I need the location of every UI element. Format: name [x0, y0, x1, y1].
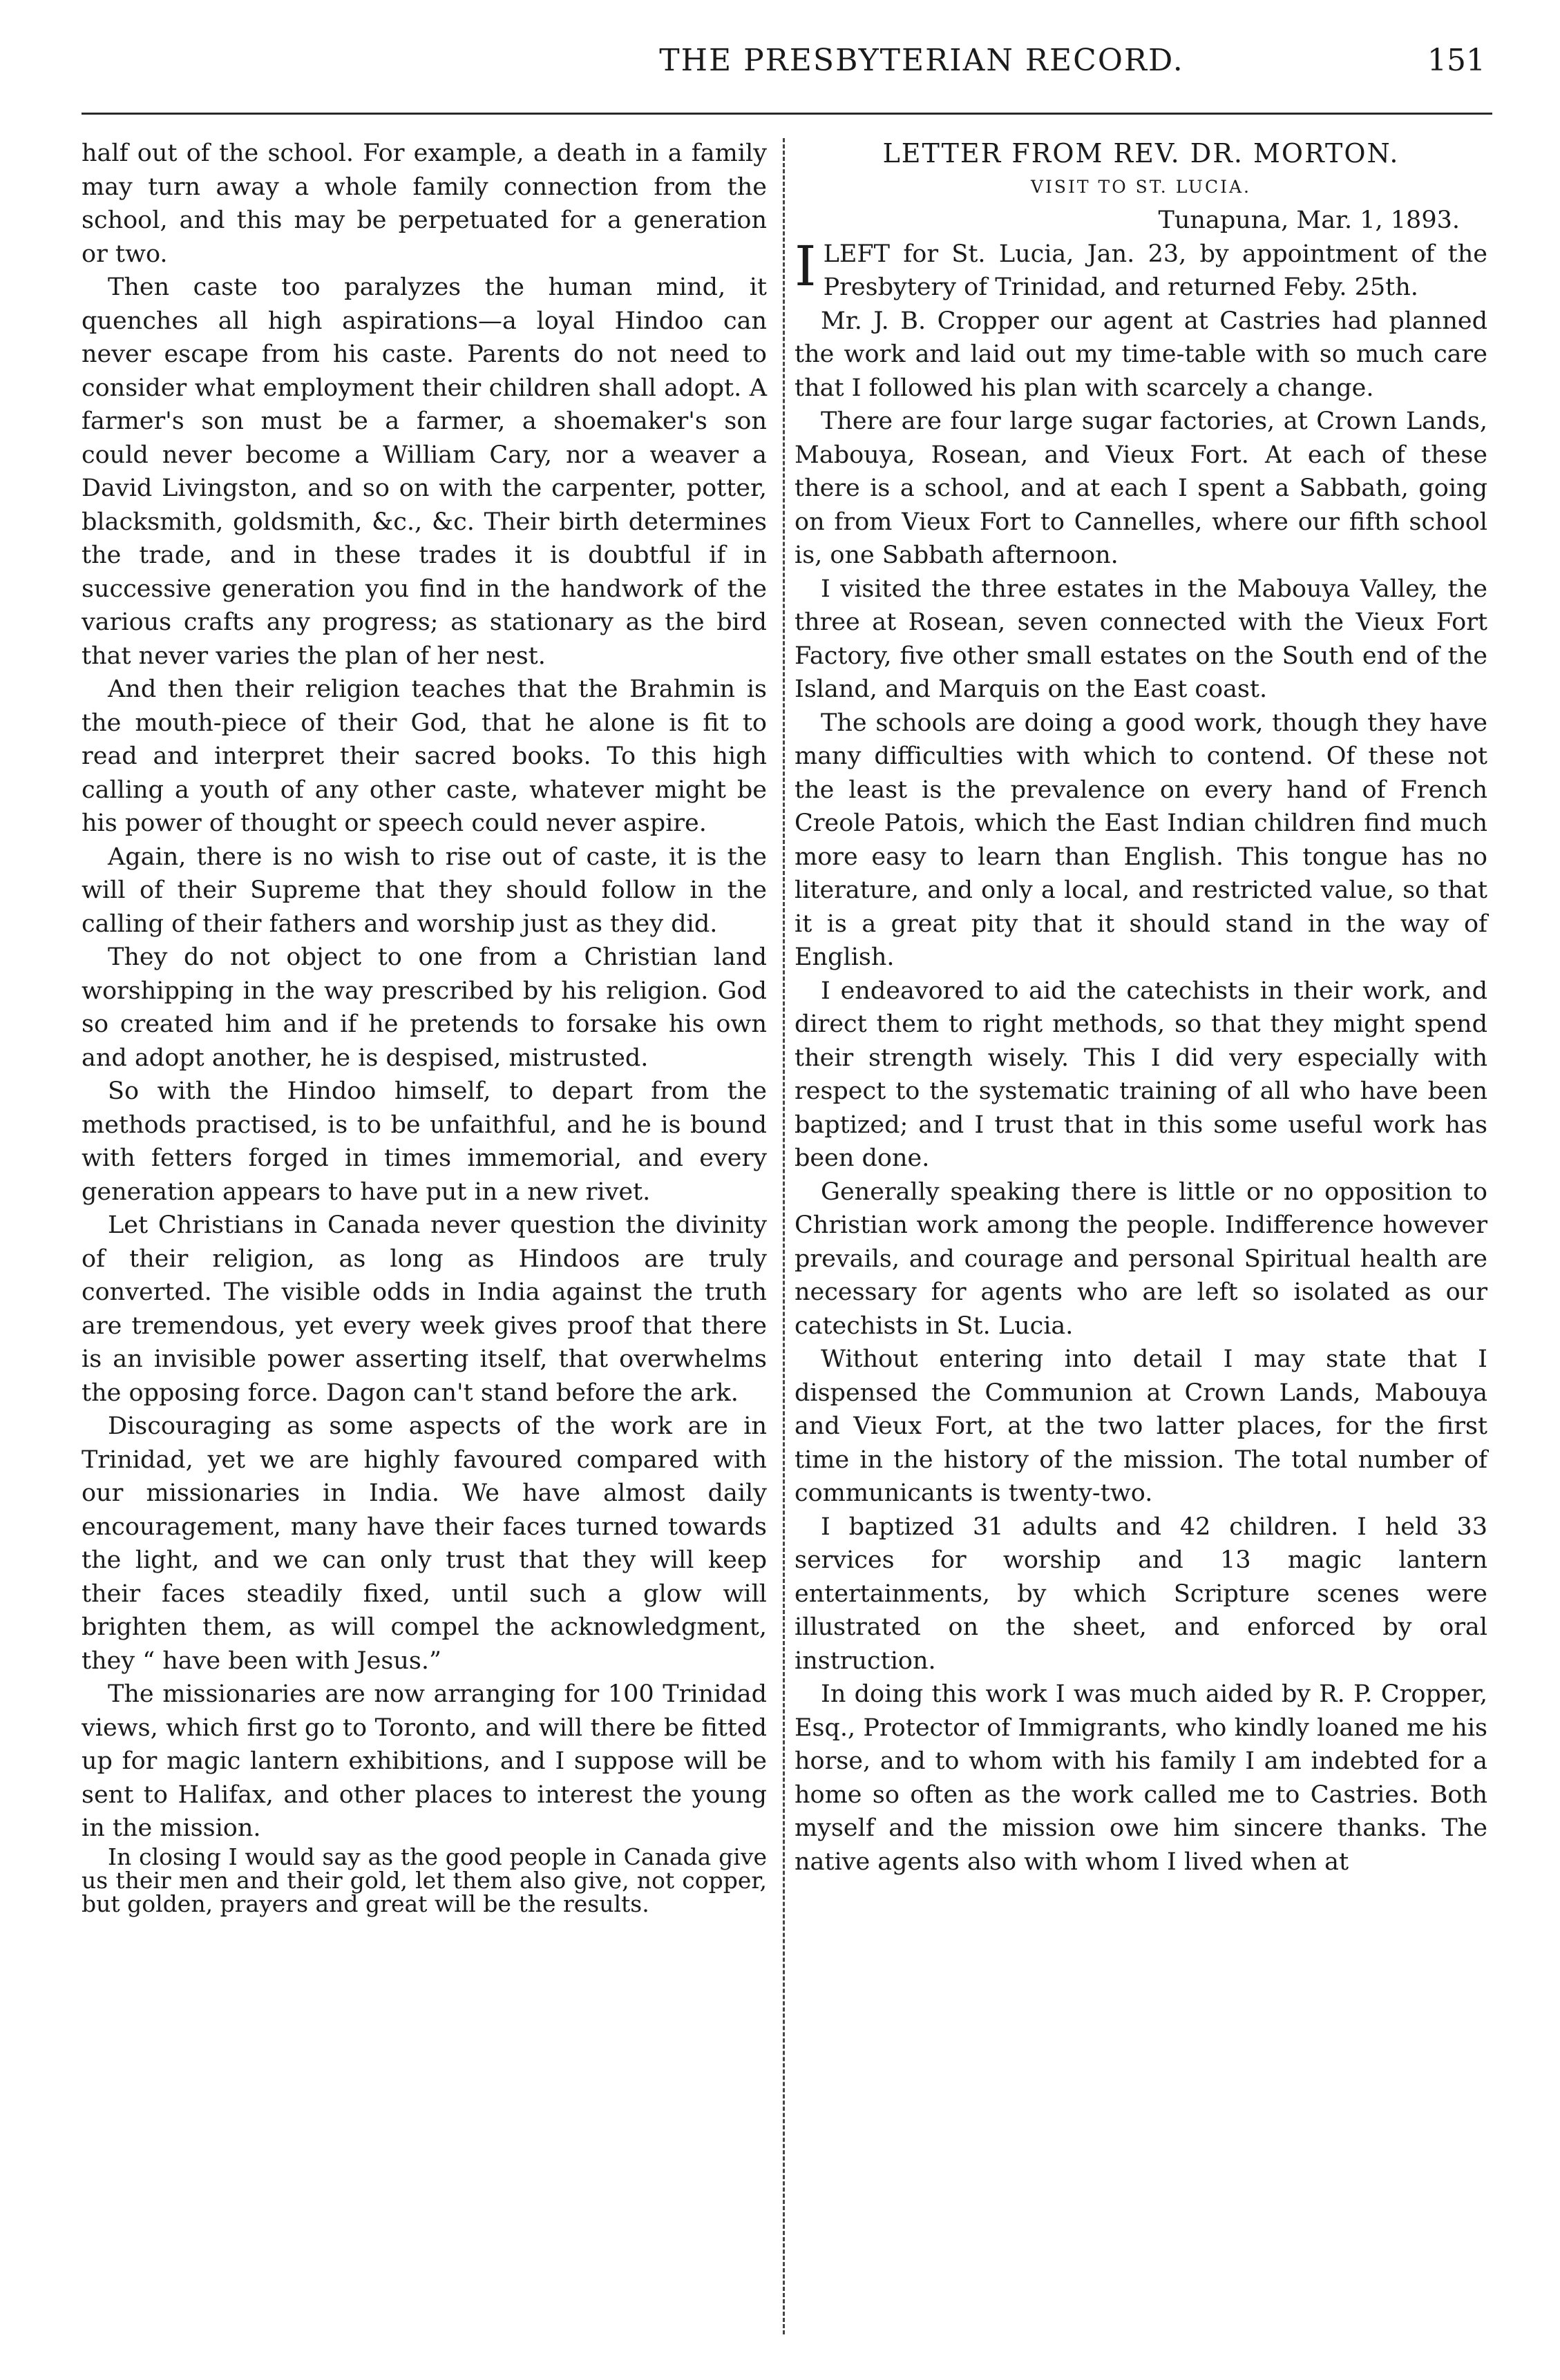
letter-dateline: Tunapuna, Mar. 1, 1893. — [1158, 207, 1460, 234]
closing-paragraph: In closing I would say as the good people in Canada give us their men and their gold, let them also give, not copper, but golden, prayers and great will be the results. — [82, 1843, 767, 1917]
paragraph: Let Christians in Canada never question the divinity of their religion, as long as Hindoos are truly converted. The visible odds in India against the truth are tremendous, yet every week gives proof that there is an invisible power asserting itself, that overwhelms the opposing force. Dagon can't stand before the ark. — [82, 1211, 767, 1407]
paragraph: Generally speaking there is little or no opposition to Christian work among the people. Indifference however prevails, and courage and personal Spiritual health are necessary for agents who are left so isolated as our catechists in St. Lucia. — [795, 1178, 1487, 1340]
paragraph: So with the Hindoo himself, to depart from the methods practised, is to be unfaithful, and he is bound with fetters forged in times immemorial, and every generation appears to have put in a new rivet. — [82, 1077, 767, 1206]
first-paragraph — [795, 233, 1487, 305]
paragraph: The schools are doing a good work, though they have many difficulties with which to contend. Of these not the least is the prevalence on every hand of French Creole Patois, which the East Indian children find much more easy to learn than English. This tongue has no literature, and only a local, and restricted value, so that it is a great pity that it should stand in the way of English. — [795, 709, 1487, 971]
paragraph: Then caste too paralyzes the human mind, it quenches all high aspirations—a loyal Hindoo can never escape from his caste. Parents do not need to consider what employment their children shall adopt. A farmer's son must be a farmer, a shoemaker's son could never become a William Cary, nor a weaver a David Livingston, and so on with the carpenter, potter, blacksmith, goldsmith, &c., &c. Their birth determines the trade, and in these trades it is doubtful if in successive generation you find in the handwork of the various crafts any progress; as stationary as the bird that never varies the plan of her nest. — [82, 273, 767, 670]
paragraph: There are four large sugar factories, at Crown Lands, Mabouya, Rosean, and Vieux Fort. At each of these there is a school, and at each I spent a Sabbath, going on from Vieux Fort to Cannelles, where our fifth school is, one Sabbath afternoon. — [795, 407, 1487, 569]
paragraph: Without entering into detail I may state that I dispensed the Communion at Crown Lands, Mabouya and Vieux Fort, at the two latter places, for the first time in the history of the mission. The total number of communicants is twenty-two. — [795, 1345, 1487, 1507]
paragraph: The missionaries are now arranging for 100 Trinidad views, which first go to Toronto, and will there be fitted up for magic lantern exhibitions, and I suppose will be sent to Halifax, and other places to interest the young in the mission. — [82, 1680, 767, 1842]
letter-subheading: VISIT TO ST. LUCIA. — [1031, 176, 1251, 197]
paragraph: Mr. J. B. Cropper our agent at Castries had planned the work and laid out my time-table with so much care that I followed his plan with scarcely a change. — [795, 307, 1487, 402]
first-paragraph-text: LEFT for St. Lucia, Jan. 23, by appointment of the Presbytery of Trinidad, and returned Feby. 25th. — [823, 240, 1487, 301]
paragraph: half out of the school. For example, a death in a family may turn away a whole family connection from the school, and this may be perpetuated for a generation or two. — [82, 140, 767, 268]
paragraph: They do not object to one from a Christian land worshipping in the way prescribed by his religion. God so created him and if he pretends to forsake his own and adopt another, he is despised, mistrusted. — [82, 943, 767, 1072]
paragraph: I baptized 31 adults and 42 children. I held 33 services for worship and 13 magic lantern entertainments, by which Scripture scenes were illustrated on the sheet, and enforced by oral instruction. — [795, 1513, 1487, 1675]
column-divider — [783, 138, 785, 2334]
paragraph: And then their religion teaches that the Brahmin is the mouth-piece of their God, that he alone is fit to read and interpret their sacred books. To this high calling a youth of any other caste, whatever might be his power of thought or speech could never aspire. — [82, 675, 767, 837]
paragraph: I endeavored to aid the catechists in their work, and direct them to right methods, so that they might spend their strength wisely. This I did very especially with respect to the systematic training of all who have been baptized; and I trust that in this some useful work has been done. — [795, 977, 1487, 1172]
paragraph: Discouraging as some aspects of the work are in Trinidad, yet we are highly favoured compared with our missionaries in India. We have almost daily encouragement, many have their faces turned towards the light, and we can only trust that they will keep their faces steadily fixed, until such a glow will brighten them, as will compel the acknowledgment, they “ have been with Jesus.” — [82, 1412, 767, 1675]
paragraph: In doing this work I was much aided by R. P. Cropper, Esq., Protector of Immigrants, who kindly loaned me his horse, and to whom with his family I am indebted for a home so often as the work called me to Castries. Both myself and the mission owe him sincere thanks. The native agents also with whom I lived when at — [795, 1680, 1487, 1876]
letter-heading: LETTER FROM REV. DR. MORTON. — [882, 138, 1400, 169]
right-column — [795, 137, 1487, 1879]
paragraph: I visited the three estates in the Mabouya Valley, the three at Rosean, seven connected with the Vieux Fort Factory, five other small estates on the South end of the Island, and Marquis on the East coast. — [795, 575, 1487, 703]
journal-title: THE PRESBYTERIAN RECORD. — [659, 43, 1184, 78]
header-rule — [82, 113, 1492, 115]
page-header — [0, 43, 1560, 91]
paragraph: Again, there is no wish to rise out of caste, it is the will of their Supreme that they should follow in the calling of their fathers and worship just as they did. — [82, 843, 767, 938]
left-column — [82, 137, 767, 1916]
page-number: 151 — [1427, 43, 1485, 78]
drop-cap: I — [795, 233, 817, 298]
